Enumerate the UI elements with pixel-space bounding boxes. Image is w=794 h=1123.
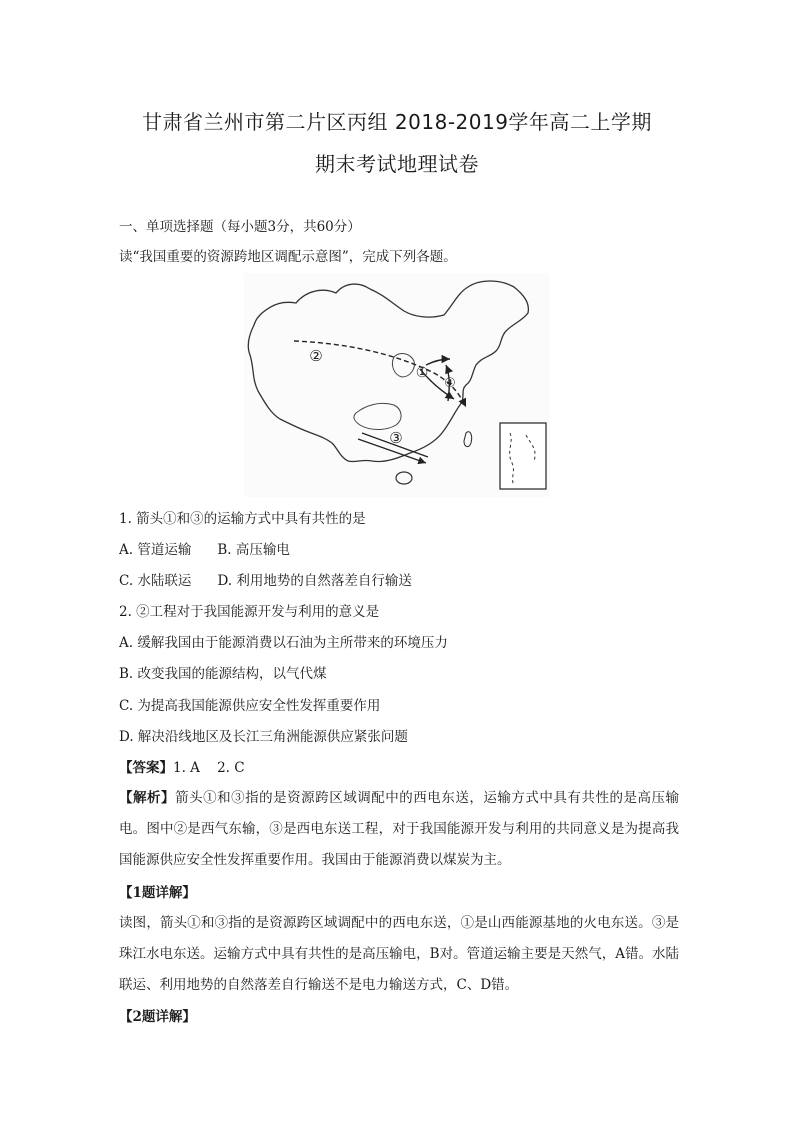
detail-1-text: 读图，箭头①和③指的是资源跨区域调配中的西电东送，①是山西能源基地的火电东送。③是珠江水电东送。运输方式中具有共性的是高压输电，B对。管道运输主要是天然气，A错。水陆联运、利用地势的自然落差自行输送不是电力输送方式，C、D错。 [119,915,679,993]
question-intro: 读“我国重要的资源跨地区调配示意图”，完成下列各题。 [119,249,457,265]
section-heading: 一、单项选择题（每小题3分，共60分） [119,219,361,235]
document-title-line-1: 甘肃省兰州市第二片区丙组 2018-2019学年高二上学期 [142,110,652,134]
china-resource-map [244,273,550,497]
map-label-3: ③ [389,429,403,447]
question-2-stem: 2. ②工程对于我国能源开发与利用的意义是 [119,604,380,620]
analysis-label: 【解析】 [119,790,176,806]
answer-label: 【答案】 [119,760,173,776]
detail-2-label: 【2题详解】 [119,1009,196,1025]
q2-option-b: B. 改变我国的能源结构，以气代煤 [119,666,327,682]
map-label-1: ① [415,365,429,381]
q1-option-d: D. 利用地势的自然落差自行输送 [217,573,412,589]
q2-option-c: C. 为提高我国能源供应安全性发挥重要作用 [119,698,381,714]
question-1-options-row-2 [119,572,412,590]
analysis-text: 箭头①和③指的是资源跨区域调配中的西电东送，运输方式中具有共性的是高压输电。图中②是西气东输，③是西电东送工程，对于我国能源开发与利用的共同意义是为提高我国能源供应安全性发挥重要作用。我国由于能源消费以煤炭为主。 [119,790,680,868]
q2-option-a: A. 缓解我国由于能源消费以石油为主所带来的环境压力 [119,635,448,651]
detail-1-label: 【1题详解】 [119,885,196,901]
map-label-4: ④ [444,376,456,391]
q1-option-a: A. 管道运输 [119,542,192,558]
question-1-stem: 1. 箭头①和③的运输方式中具有共性的是 [119,511,366,527]
q1-option-c: C. 水陆联运 [119,573,192,589]
map-label-2: ② [309,347,323,365]
document-title-line-2: 期末考试地理试卷 [315,152,479,176]
analysis-paragraph [119,783,679,876]
answer-text: 1. A 2. C [173,760,245,776]
question-1-options-row-1 [119,541,290,559]
answer-line [119,759,245,777]
q2-option-d: D. 解决沿线地区及长江三角洲能源供应紧张问题 [119,729,408,745]
q1-option-b: B. 高压输电 [217,542,290,558]
